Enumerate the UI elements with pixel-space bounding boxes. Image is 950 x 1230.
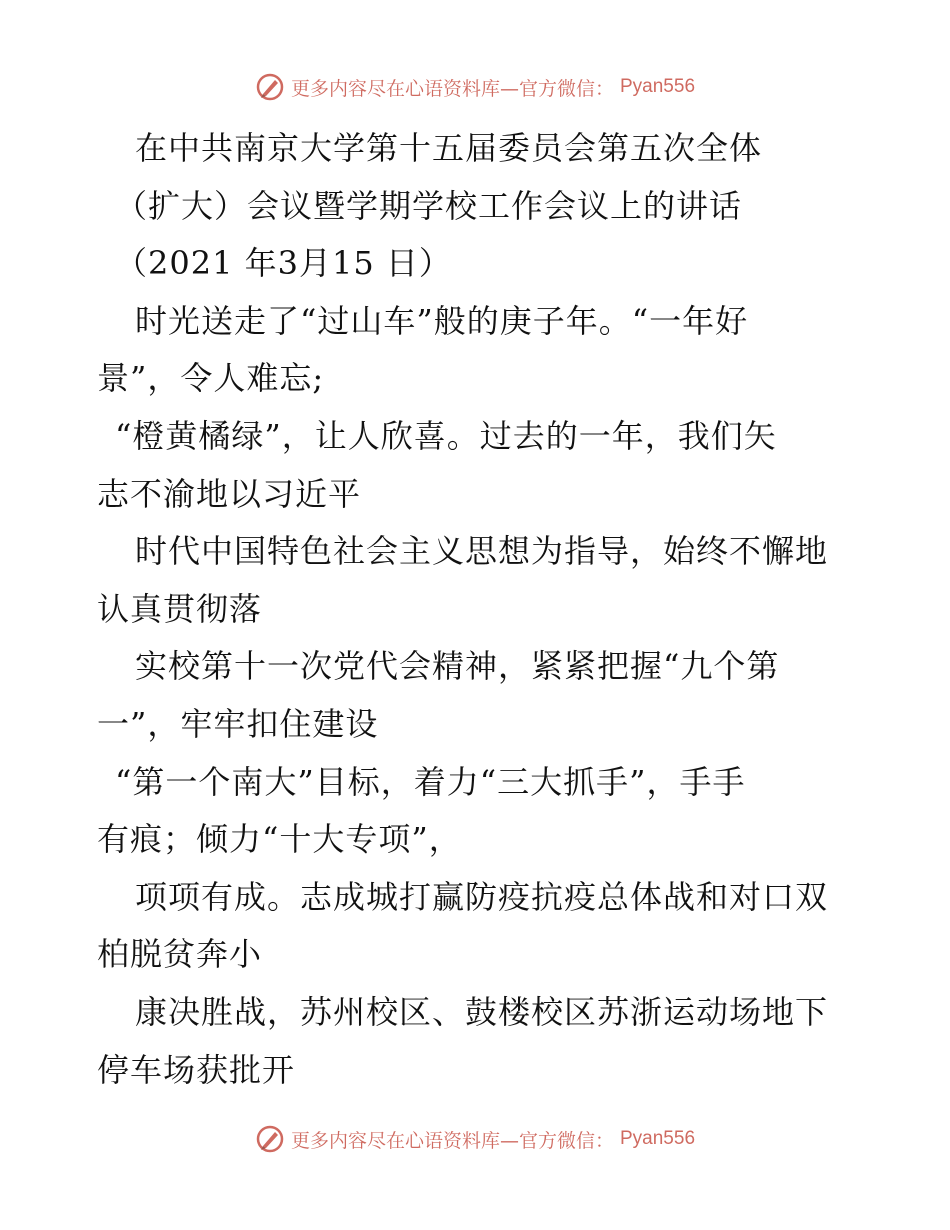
paragraph-line: 景”，令人难忘; <box>97 359 325 398</box>
paragraph-line: 项项有成。志成城打赢防疫抗疫总体战和对口双 <box>135 877 829 916</box>
paragraph-line: “橙黄橘绿”，让人欣喜。过去的一年，我们矢 <box>115 416 777 455</box>
watermark-id: Pyan556 <box>620 76 696 97</box>
paragraph-line: 柏脱贫奔小 <box>97 935 263 974</box>
paragraph-line: 志不渝地以习近平 <box>97 474 362 513</box>
watermark-text: 更多内容尽在心语资料库—官方微信： <box>290 1129 614 1152</box>
paragraph-line: 时光送走了“过山车”般的庚子年。“一年好 <box>135 301 749 340</box>
paragraph-line: 康决胜战，苏州校区、鼓楼校区苏浙运动场地下 <box>135 992 829 1031</box>
pen-logo-icon <box>255 1124 285 1154</box>
watermark-footer <box>0 1124 950 1154</box>
title-line-2: （扩大）会议暨学期学校工作会议上的讲话 <box>115 186 743 225</box>
paragraph-line: 有痕；倾力“十大专项”， <box>97 820 462 859</box>
document-body <box>97 120 857 1099</box>
date-line: （2021 年3月15 日） <box>115 244 452 283</box>
paragraph-line: 实校第十一次党代会精神，紧紧把握“九个第 <box>135 647 780 686</box>
watermark-header <box>0 72 950 102</box>
watermark-id: Pyan556 <box>620 1128 696 1149</box>
paragraph-line: 时代中国特色社会主义思想为指导，始终不懈地 <box>135 532 829 571</box>
paragraph-line: “第一个南大”目标，着力“三大抓手”，手手 <box>115 762 746 801</box>
pen-logo-icon <box>255 72 285 102</box>
paragraph-line: 认真贯彻落 <box>97 589 263 628</box>
paragraph-line: 停车场获批开 <box>97 1050 296 1089</box>
watermark-text: 更多内容尽在心语资料库—官方微信： <box>290 77 614 100</box>
title-line-1: 在中共南京大学第十五届委员会第五次全体 <box>135 129 763 167</box>
paragraph-line: 一”，牢牢扣住建设 <box>97 704 379 743</box>
